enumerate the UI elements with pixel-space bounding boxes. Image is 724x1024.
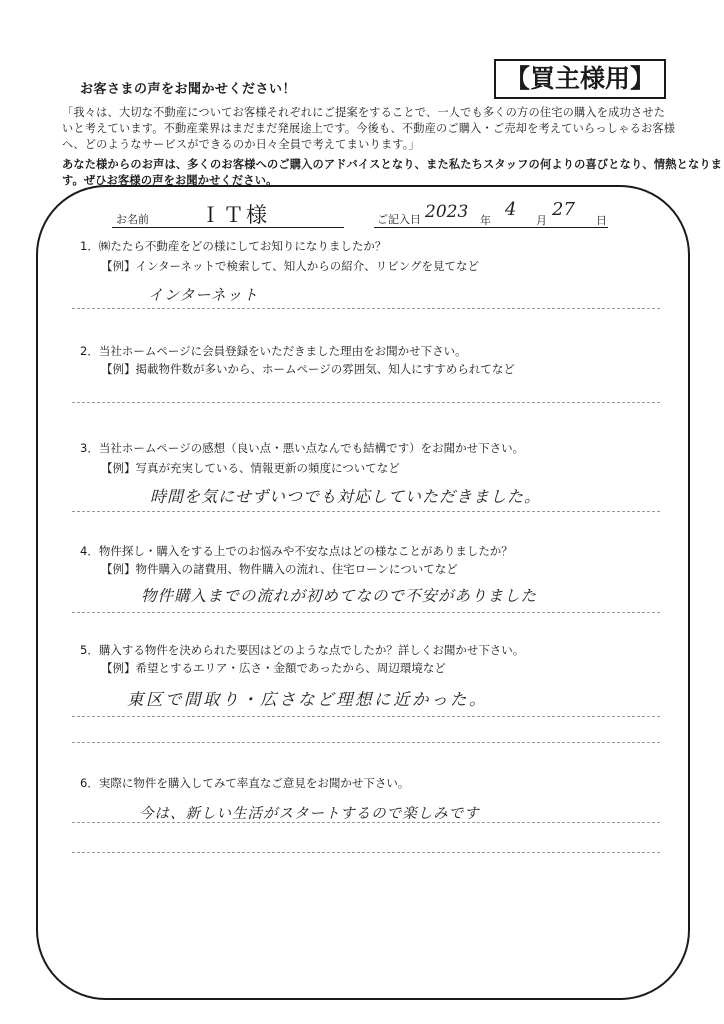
answer-rule xyxy=(72,742,660,743)
question-3: 3．当社ホームページの感想（良い点・悪い点なんでも結構です）をお聞かせ下さい。 xyxy=(80,441,525,455)
example-5: 【例】希望とするエリア・広さ・金額であったから、周辺環境など xyxy=(101,661,446,675)
answer-rule xyxy=(72,308,660,309)
answer-5: 東区で間取り・広さなど理想に近かった。 xyxy=(127,690,488,709)
date-underline xyxy=(374,227,608,228)
form-title: 【買主様用】 xyxy=(494,59,666,99)
month-value: 4 xyxy=(505,199,517,220)
answer-rule xyxy=(72,716,660,717)
question-5: 5．購入する物件を決められた要因はどのような点でしたか？詳しくお聞かせ下さい。 xyxy=(80,643,525,657)
answer-rule xyxy=(72,402,660,403)
day-unit: 日 xyxy=(596,214,607,227)
example-1: 【例】インターネットで検索して、知人からの紹介、リビングを見てなど xyxy=(101,259,480,273)
intro-line-2: いと考えています。不動産業界はまだまだ発展途上です。今後も、不動産のご購入・ご売却を考えていらっしゃるお客様 xyxy=(62,122,676,135)
name-value: ＩＴ様 xyxy=(200,203,269,227)
question-2: 2．当社ホームページに会員登録をいただきました理由をお聞かせ下さい。 xyxy=(80,344,467,358)
year-unit: 年 xyxy=(480,214,491,227)
question-6: 6．実際に物件を購入してみて率直なご意見をお聞かせ下さい。 xyxy=(80,776,410,790)
answer-4: 物件購入までの流れが初めてなので不安がありました xyxy=(141,587,538,605)
day-value: 27 xyxy=(552,199,575,220)
date-label: ご記入日 xyxy=(377,213,421,226)
question-4: 4．物件探し・購入をする上でのお悩みや不安な点はどの様なことがありましたか？ xyxy=(80,544,513,558)
question-1: 1．㈱たたら不動産をどの様にしてお知りになりましたか？ xyxy=(80,239,387,253)
year-value: 2023 xyxy=(425,202,469,222)
answer-3: 時間を気にせずいつでも対応していただきました。 xyxy=(150,487,542,506)
answer-rule xyxy=(72,511,660,512)
month-unit: 月 xyxy=(536,214,547,227)
answer-rule xyxy=(72,612,660,613)
answer-rule xyxy=(72,822,660,823)
intro-line-1: 「我々は、大切な不動産についてお客様それぞれにご提案をすることで、一人でも多くの方の住宅の購入を成功させた xyxy=(62,106,666,119)
form-heading: お客さまの声をお聞かせください！ xyxy=(80,82,297,97)
name-label: お名前 xyxy=(116,213,149,226)
answer-rule xyxy=(72,852,660,853)
intro-line-5: す。ぜひお客様の声をお聞かせください。 xyxy=(62,174,278,187)
answer-1: インターネット xyxy=(148,286,259,304)
answer-6: 今は、新しい生活がスタートするので楽しみです xyxy=(139,806,480,822)
example-3: 【例】写真が充実している、情報更新の頻度についてなど xyxy=(101,461,400,475)
name-underline xyxy=(112,227,344,228)
intro-line-4: あなた様からのお声は、多くのお客様へのご購入のアドバイスとなり、また私たちスタッフの何よりの喜びとなり、情熱となりま xyxy=(62,158,723,171)
intro-line-3: へ、どのようなサービスができるのか日々全員で考えてまいります。」 xyxy=(62,138,420,151)
example-2: 【例】掲載物件数が多いから、ホームページの雰囲気、知人にすすめられてなど xyxy=(101,362,515,376)
example-4: 【例】物件購入の諸費用、物件購入の流れ、住宅ローンについてなど xyxy=(101,562,458,576)
